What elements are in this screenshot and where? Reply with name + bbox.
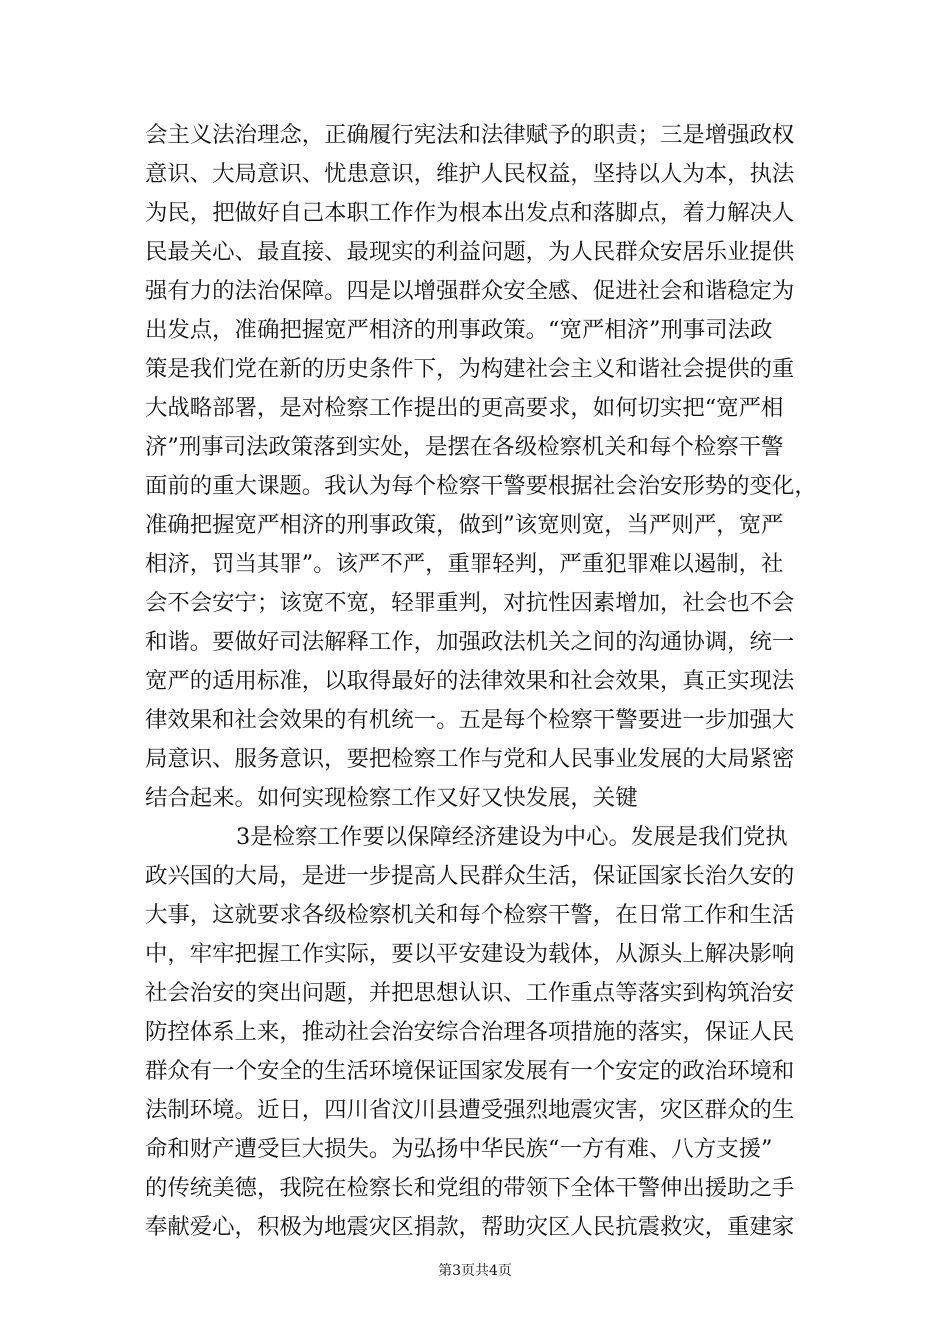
page-number: 第3页共4页: [438, 1263, 512, 1279]
text-line: 3是检察工作要以保障经济建设为中心。发展是我们党执: [236, 824, 788, 850]
text-line: 防控体系上来，推动社会治安综合治理各项措施的落实，保证人民: [145, 1019, 795, 1045]
text-line: 出发点，准确把握宽严相济的刑事政策。“宽严相济”刑事司法政: [145, 317, 773, 343]
text-line: 相济，罚当其罪”。该严不严，重罪轻判，严重犯罪难以遏制，社: [145, 551, 784, 577]
text-line: 济”刑事司法政策落到实处，是摆在各级检察机关和每个检察干警: [145, 434, 784, 460]
text-line: 策是我们党在新的历史条件下，为构建社会主义和谐社会提供的重: [145, 356, 795, 382]
text-line: 会不会安宁；该宽不宽，轻罪重判，对抗性因素增加，社会也不会: [145, 590, 795, 616]
text-line: 宽严的适用标准，以取得最好的法律效果和社会效果，真正实现法: [145, 668, 795, 694]
text-line: 命和财产遭受巨大损失。为弘扬中华民族“一方有难、八方支援”: [145, 1136, 773, 1162]
text-line: 面前的重大课题。我认为每个检察干警要根据社会治安形势的变化，: [145, 473, 817, 499]
text-line: 的传统美德，我院在检察长和党组的带领下全体干警伸出援助之手: [145, 1175, 795, 1201]
text-line: 群众有一个安全的生活环境保证国家发展有一个安定的政治环境和: [145, 1058, 795, 1084]
text-line: 民最关心、最直接、最现实的利益问题，为人民群众安居乐业提供: [145, 239, 795, 265]
text-line: 奉献爱心，积极为地震灾区捐款，帮助灾区人民抗震救灾，重建家: [145, 1214, 795, 1240]
text-line: 社会治安的突出问题，并把思想认识、工作重点等落实到构筑治安: [145, 980, 795, 1006]
page-footer: [0, 1262, 950, 1280]
text-line: 局意识、服务意识，要把检察工作与党和人民事业发展的大局紧密: [145, 746, 795, 772]
text-line: 和谐。要做好司法解释工作，加强政法机关之间的沟通协调，统一: [145, 629, 795, 655]
text-line: 强有力的法治保障。四是以增强群众安全感、促进社会和谐稳定为: [145, 278, 795, 304]
text-line: 准确把握宽严相济的刑事政策，做到”该宽则宽，当严则严，宽严: [145, 512, 784, 538]
text-line: 律效果和社会效果的有机统一。五是每个检察干警要进一步加强大: [145, 707, 795, 733]
text-line: 结合起来。如何实现检察工作又好又快发展，关键: [145, 785, 638, 811]
text-line: 大战略部署，是对检察工作提出的更高要求，如何切实把“宽严相: [145, 395, 784, 421]
text-line: 会主义法治理念，正确履行宪法和法律赋予的职责；三是增强政权: [145, 122, 795, 148]
text-line: 中，牢牢把握工作实际，要以平安建设为载体，从源头上解决影响: [145, 941, 795, 967]
text-line: 为民，把做好自己本职工作作为根本出发点和落脚点，着力解决人: [145, 200, 795, 226]
text-line: 意识、大局意识、忧患意识，维护人民权益，坚持以人为本，执法: [145, 161, 795, 187]
text-line: 政兴国的大局，是进一步提高人民群众生活，保证国家长治久安的: [145, 863, 795, 889]
text-line: 法制环境。近日，四川省汶川县遭受强烈地震灾害，灾区群众的生: [145, 1097, 795, 1123]
text-line: 大事，这就要求各级检察机关和每个检察干警，在日常工作和生活: [145, 902, 795, 928]
